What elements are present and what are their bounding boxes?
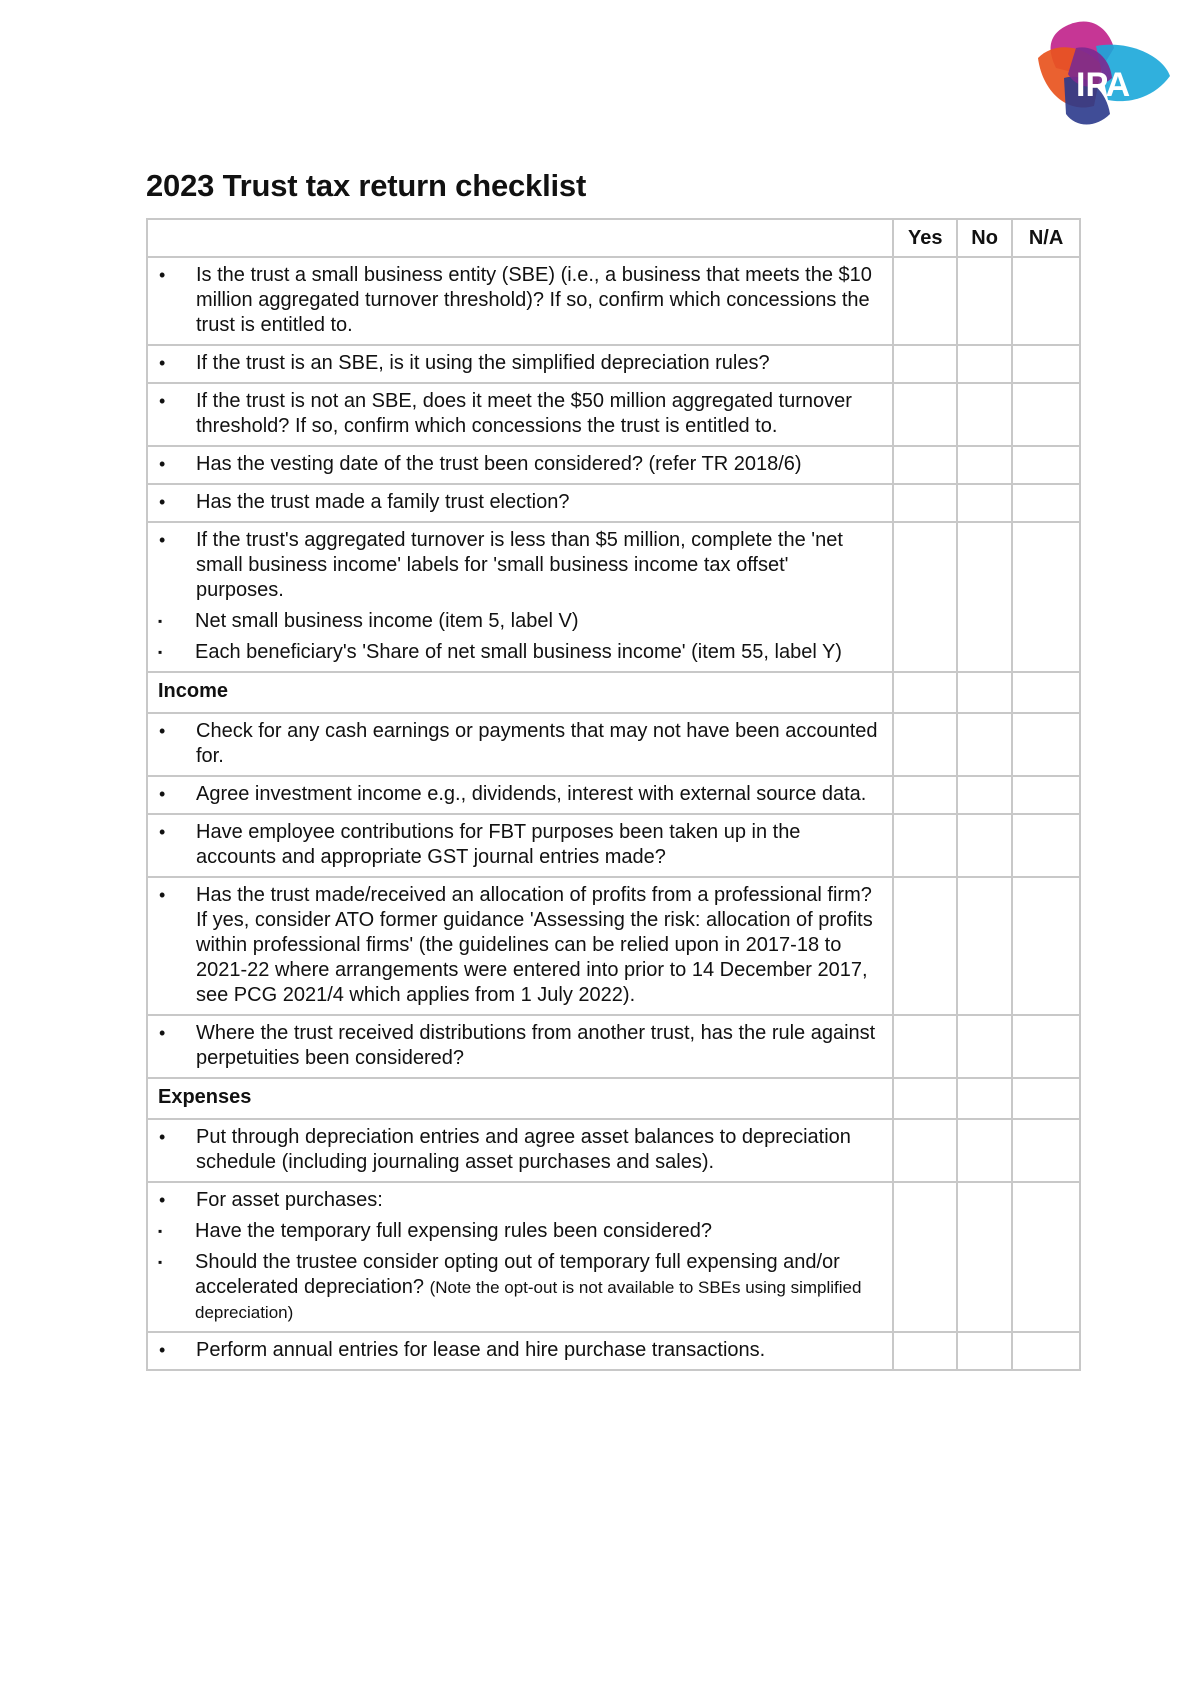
checklist-row xyxy=(147,345,1080,383)
bullet-icon: • xyxy=(159,721,166,741)
checklist-row xyxy=(147,1015,1080,1078)
bullet-item xyxy=(158,528,878,603)
note-text: (Note the opt-out is not available to SBEs using simplified depreciation) xyxy=(195,1278,862,1322)
bullet-item xyxy=(158,1338,878,1363)
bullet-icon: • xyxy=(159,265,166,285)
question-text: Has the trust made a family trust election? xyxy=(196,491,570,513)
checkbox-cell-no xyxy=(957,672,1012,713)
checkbox-cell-yes[interactable] xyxy=(893,713,957,776)
question-text: Check for any cash earnings or payments that may not have been accounted for. xyxy=(196,720,878,767)
question-text: Where the trust received distributions from another trust, has the rule against perpetuities been considered? xyxy=(196,1022,876,1069)
checkbox-cell-na[interactable] xyxy=(1012,814,1080,877)
checkbox-cell-no xyxy=(957,1078,1012,1119)
question-text: Has the trust made/received an allocation of profits from a professional firm? If yes, consider ATO former guidance 'Assessing the risk: allocation of profits within professional firms' (the guidelines can be relied upon in 2017-18 to 2021-22 where arrangements were entered into prior to 14 December 2017, see PCG 2021/4 which applies from 1 July 2022). xyxy=(196,884,873,1006)
ipa-logo xyxy=(1036,18,1172,130)
column-header-no: No xyxy=(957,219,1012,257)
checklist-row xyxy=(147,713,1080,776)
bullet-icon: • xyxy=(159,454,166,474)
checkbox-cell-yes[interactable] xyxy=(893,383,957,446)
checklist-row xyxy=(147,257,1080,345)
checkbox-cell-na[interactable] xyxy=(1012,257,1080,345)
checkbox-cell-na[interactable] xyxy=(1012,345,1080,383)
question-text: Put through depreciation entries and agree asset balances to depreciation schedule (including journaling asset purchases and sales). xyxy=(196,1126,851,1173)
svg-text:IPA: IPA xyxy=(1076,66,1131,104)
checklist-row xyxy=(147,522,1080,672)
question-text: Is the trust a small business entity (SBE) (i.e., a business that meets the $10 million aggregated turnover threshold)? If so, confirm which concessions the trust is entitled to. xyxy=(196,264,872,336)
bullet-icon: • xyxy=(159,353,166,373)
bullet-icon: • xyxy=(159,822,166,842)
checklist-row xyxy=(147,877,1080,1015)
question-cell xyxy=(147,814,893,877)
question-cell xyxy=(147,383,893,446)
bullet-item xyxy=(158,883,878,1008)
question-cell xyxy=(147,446,893,484)
question-cell xyxy=(147,522,893,672)
checkbox-cell-no[interactable] xyxy=(957,1332,1012,1370)
checkbox-cell-yes[interactable] xyxy=(893,1332,957,1370)
checklist-table xyxy=(146,218,1081,1371)
bullet-icon: • xyxy=(159,1190,166,1210)
question-text: For asset purchases: xyxy=(196,1189,383,1211)
checkbox-cell-yes xyxy=(893,1078,957,1119)
question-text: Have employee contributions for FBT purposes been taken up in the accounts and appropriate GST journal entries made? xyxy=(196,821,801,868)
checkbox-cell-yes[interactable] xyxy=(893,1119,957,1182)
bullet-item xyxy=(158,1188,878,1213)
bullet-item xyxy=(158,490,878,515)
checkbox-cell-no[interactable] xyxy=(957,877,1012,1015)
bullet-icon: • xyxy=(159,1340,166,1360)
checkbox-cell-na xyxy=(1012,1078,1080,1119)
checkbox-cell-na[interactable] xyxy=(1012,877,1080,1015)
checkbox-cell-na xyxy=(1012,672,1080,713)
checkbox-cell-na[interactable] xyxy=(1012,1015,1080,1078)
column-header-yes: Yes xyxy=(893,219,957,257)
question-cell xyxy=(147,257,893,345)
checkbox-cell-na[interactable] xyxy=(1012,383,1080,446)
checkbox-cell-na[interactable] xyxy=(1012,1119,1080,1182)
bullet-icon: • xyxy=(159,885,166,905)
question-cell xyxy=(147,1332,893,1370)
checkbox-cell-no[interactable] xyxy=(957,1182,1012,1332)
checkbox-cell-no[interactable] xyxy=(957,484,1012,522)
checkbox-cell-yes[interactable] xyxy=(893,776,957,814)
question-cell xyxy=(147,1015,893,1078)
bullet-item xyxy=(158,389,878,439)
bullet-icon: • xyxy=(159,784,166,804)
checkbox-cell-no[interactable] xyxy=(957,814,1012,877)
column-header-na: N/A xyxy=(1012,219,1080,257)
question-cell xyxy=(147,713,893,776)
checkbox-cell-no[interactable] xyxy=(957,446,1012,484)
checkbox-cell-no[interactable] xyxy=(957,257,1012,345)
bullet-item xyxy=(158,263,878,338)
section-heading: Income xyxy=(147,672,893,713)
sub-bullet-text: Each beneficiary's 'Share of net small business income' (item 55, label Y) xyxy=(195,641,842,663)
checkbox-cell-yes[interactable] xyxy=(893,446,957,484)
header-blank-cell xyxy=(147,219,893,257)
checklist-row xyxy=(147,383,1080,446)
checkbox-cell-yes[interactable] xyxy=(893,1182,957,1332)
bullet-icon: • xyxy=(159,391,166,411)
checkbox-cell-yes[interactable] xyxy=(893,257,957,345)
checkbox-cell-no[interactable] xyxy=(957,383,1012,446)
square-bullet-icon: ▪ xyxy=(158,614,163,628)
checkbox-cell-na[interactable] xyxy=(1012,1332,1080,1370)
sub-bullet-text: Should the trustee consider opting out of temporary full expensing and/or accelerated depreciation? xyxy=(195,1251,840,1298)
bullet-item xyxy=(158,782,878,807)
checkbox-cell-yes[interactable] xyxy=(893,877,957,1015)
checkbox-cell-na[interactable] xyxy=(1012,522,1080,672)
square-bullet-icon: ▪ xyxy=(158,1224,163,1238)
bullet-icon: • xyxy=(159,492,166,512)
checkbox-cell-no[interactable] xyxy=(957,1119,1012,1182)
question-text: Agree investment income e.g., dividends, interest with external source data. xyxy=(196,783,867,805)
checkbox-cell-no[interactable] xyxy=(957,1015,1012,1078)
checkbox-cell-no[interactable] xyxy=(957,345,1012,383)
bullet-item xyxy=(158,1125,878,1175)
bullet-icon: • xyxy=(159,530,166,550)
checkbox-cell-no[interactable] xyxy=(957,776,1012,814)
question-cell xyxy=(147,484,893,522)
square-bullet-icon: ▪ xyxy=(158,1255,163,1269)
question-text: If the trust is an SBE, is it using the simplified depreciation rules? xyxy=(196,352,770,374)
square-bullet-icon: ▪ xyxy=(158,645,163,659)
checklist-row xyxy=(147,1119,1080,1182)
checkbox-cell-yes[interactable] xyxy=(893,522,957,672)
checkbox-cell-na[interactable] xyxy=(1012,1182,1080,1332)
sub-bullet-item xyxy=(120,1250,878,1325)
question-text: Perform annual entries for lease and hire purchase transactions. xyxy=(196,1339,766,1361)
checklist-row xyxy=(147,1332,1080,1370)
checkbox-cell-yes[interactable] xyxy=(893,484,957,522)
question-cell xyxy=(147,776,893,814)
question-text: Has the vesting date of the trust been considered? (refer TR 2018/6) xyxy=(196,453,802,475)
checkbox-cell-na[interactable] xyxy=(1012,484,1080,522)
checkbox-cell-na[interactable] xyxy=(1012,446,1080,484)
checkbox-cell-no[interactable] xyxy=(957,522,1012,672)
checkbox-cell-na[interactable] xyxy=(1012,713,1080,776)
bullet-item xyxy=(158,820,878,870)
header-row xyxy=(147,219,1080,257)
sub-bullet-text: Have the temporary full expensing rules been considered? xyxy=(195,1220,712,1242)
section-row xyxy=(147,1078,1080,1119)
checkbox-cell-yes[interactable] xyxy=(893,345,957,383)
checkbox-cell-yes[interactable] xyxy=(893,1015,957,1078)
checkbox-cell-na[interactable] xyxy=(1012,776,1080,814)
checklist-row xyxy=(147,776,1080,814)
question-text: If the trust is not an SBE, does it meet the $50 million aggregated turnover threshold? If so, confirm which concessions the trust is entitled to. xyxy=(196,390,852,437)
checklist-row xyxy=(147,484,1080,522)
question-cell xyxy=(147,877,893,1015)
sub-bullet-item xyxy=(120,609,878,634)
checklist-row xyxy=(147,1182,1080,1332)
bullet-item xyxy=(158,351,878,376)
checklist-row xyxy=(147,446,1080,484)
sub-bullet-text: Net small business income (item 5, label V) xyxy=(195,610,579,632)
checklist-row xyxy=(147,814,1080,877)
page-title: 2023 Trust tax return checklist xyxy=(146,168,587,203)
bullet-item xyxy=(158,452,878,477)
question-cell xyxy=(147,1119,893,1182)
bullet-item xyxy=(158,1021,878,1071)
section-row xyxy=(147,672,1080,713)
sub-bullet-item xyxy=(120,640,878,665)
section-heading: Expenses xyxy=(147,1078,893,1119)
bullet-icon: • xyxy=(159,1023,166,1043)
bullet-item xyxy=(158,719,878,769)
question-cell xyxy=(147,1182,893,1332)
question-cell xyxy=(147,345,893,383)
checkbox-cell-yes[interactable] xyxy=(893,814,957,877)
checkbox-cell-yes xyxy=(893,672,957,713)
bullet-icon: • xyxy=(159,1127,166,1147)
sub-bullet-item xyxy=(120,1219,878,1244)
question-text: If the trust's aggregated turnover is less than $5 million, complete the 'net small business income' labels for 'small business income tax offset' purposes. xyxy=(196,529,843,601)
checkbox-cell-no[interactable] xyxy=(957,713,1012,776)
